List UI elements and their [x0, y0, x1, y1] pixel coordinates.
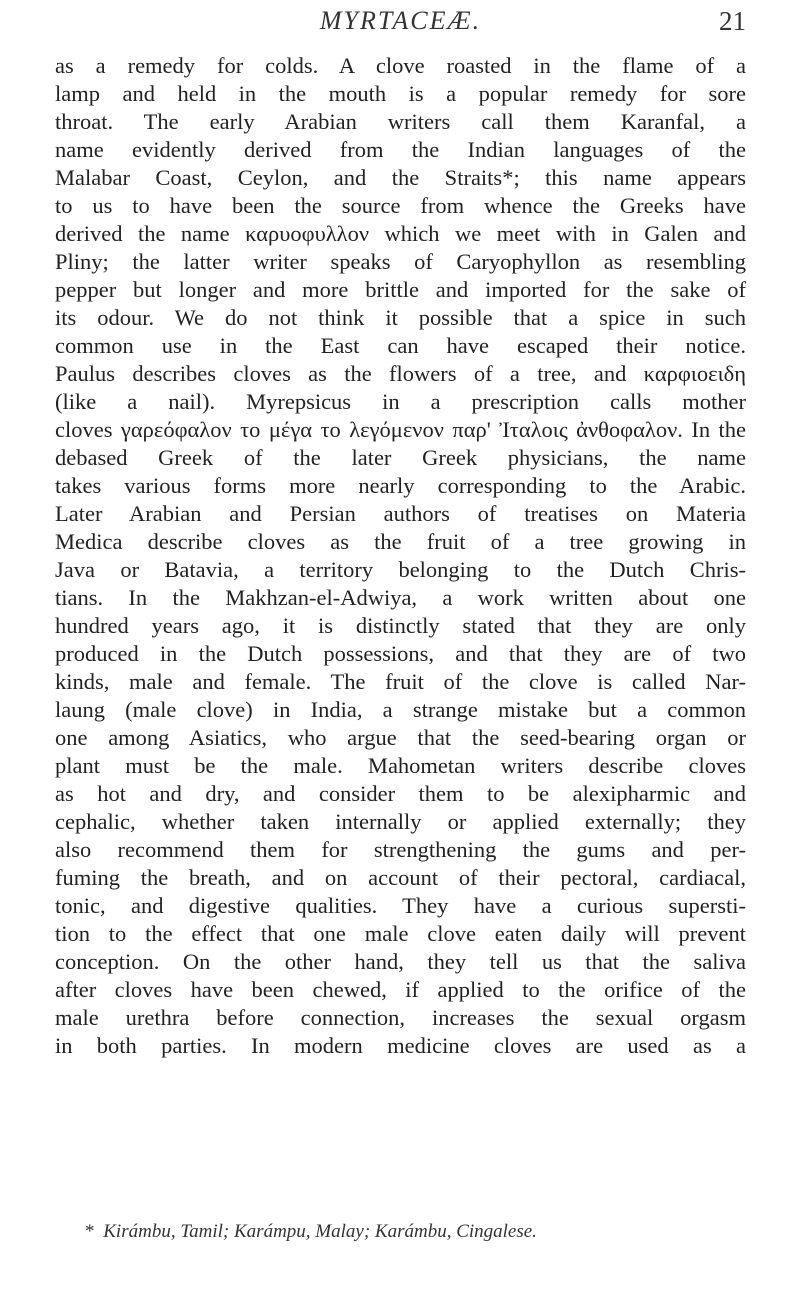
text-line: after cloves have been chewed, if applied to the orifice of the	[55, 977, 746, 1002]
text-line: Java or Batavia, a territory belonging to the Dutch Chris-	[55, 557, 746, 582]
text-line: kinds, male and female. The fruit of the clove is called Nar-	[55, 669, 746, 694]
text-line: as a remedy for colds. A clove roasted in the flame of a	[55, 53, 746, 78]
footnote	[55, 1220, 746, 1244]
running-title: MYRTACEÆ.	[319, 6, 482, 35]
text-line: Pliny; the latter writer speaks of Caryophyllon as resembling	[55, 249, 746, 274]
text-line: male urethra before connection, increases the sexual orgasm	[55, 1005, 746, 1030]
text-line: laung (male clove) in India, a strange mistake but a common	[55, 697, 746, 722]
text-line: fuming the breath, and on account of their pectoral, cardiacal,	[55, 865, 746, 890]
text-line: Medica describe cloves as the fruit of a tree growing in	[55, 529, 746, 554]
text-line: pepper but longer and more brittle and imported for the sake of	[55, 277, 746, 302]
text-line: also recommend them for strengthening the gums and per-	[55, 837, 746, 862]
text-line: cloves γαρεόφαλον το μέγα το λεγόμενον παρ' Ἰταλοις ἀνθοφαλον. In the	[55, 417, 746, 442]
text-line: Malabar Coast, Ceylon, and the Straits*; this name appears	[55, 165, 746, 190]
text-line: common use in the East can have escaped their notice.	[55, 333, 746, 358]
text-line: plant must be the male. Mahometan writers describe cloves	[55, 753, 746, 778]
text-line: as hot and dry, and consider them to be alexipharmic and	[55, 781, 746, 806]
footnote-marker: *	[85, 1221, 95, 1242]
text-line: to us to have been the source from whence the Greeks have	[55, 193, 746, 218]
text-line: name evidently derived from the Indian languages of the	[55, 137, 746, 162]
text-line: (like a nail). Myrepsicus in a prescription calls mother	[55, 389, 746, 414]
running-head	[55, 6, 746, 44]
text-line: tonic, and digestive qualities. They have a curious supersti-	[55, 893, 746, 918]
text-line: hundred years ago, it is distinctly stated that they are only	[55, 613, 746, 638]
text-line: its odour. We do not think it possible that a spice in such	[55, 305, 746, 330]
text-line: one among Asiatics, who argue that the seed-bearing organ or	[55, 725, 746, 750]
text-line: takes various forms more nearly corresponding to the Arabic.	[55, 473, 746, 498]
footnote-text: Kirámbu, Tamil; Karámpu, Malay; Karámbu, Cingalese.	[103, 1221, 537, 1242]
page-number: 21	[719, 6, 746, 36]
text-line: Paulus describes cloves as the flowers of a tree, and καρφιοειδη	[55, 361, 746, 386]
text-line: tion to the effect that one male clove eaten daily will prevent	[55, 921, 746, 946]
text-line: cephalic, whether taken internally or applied externally; they	[55, 809, 746, 834]
text-line: debased Greek of the later Greek physicians, the name	[55, 445, 746, 470]
text-line: in both parties. In modern medicine cloves are used as a	[55, 1033, 746, 1058]
text-line: Later Arabian and Persian authors of treatises on Materia	[55, 501, 746, 526]
text-line: conception. On the other hand, they tell us that the saliva	[55, 949, 746, 974]
body-text	[55, 52, 746, 1060]
text-line: derived the name καρυοφυλλον which we meet with in Galen and	[55, 221, 746, 246]
text-line: throat. The early Arabian writers call them Karanfal, a	[55, 109, 746, 134]
text-line: lamp and held in the mouth is a popular remedy for sore	[55, 81, 746, 106]
text-line: tians. In the Makhzan-el-Adwiya, a work written about one	[55, 585, 746, 610]
text-line: produced in the Dutch possessions, and that they are of two	[55, 641, 746, 666]
